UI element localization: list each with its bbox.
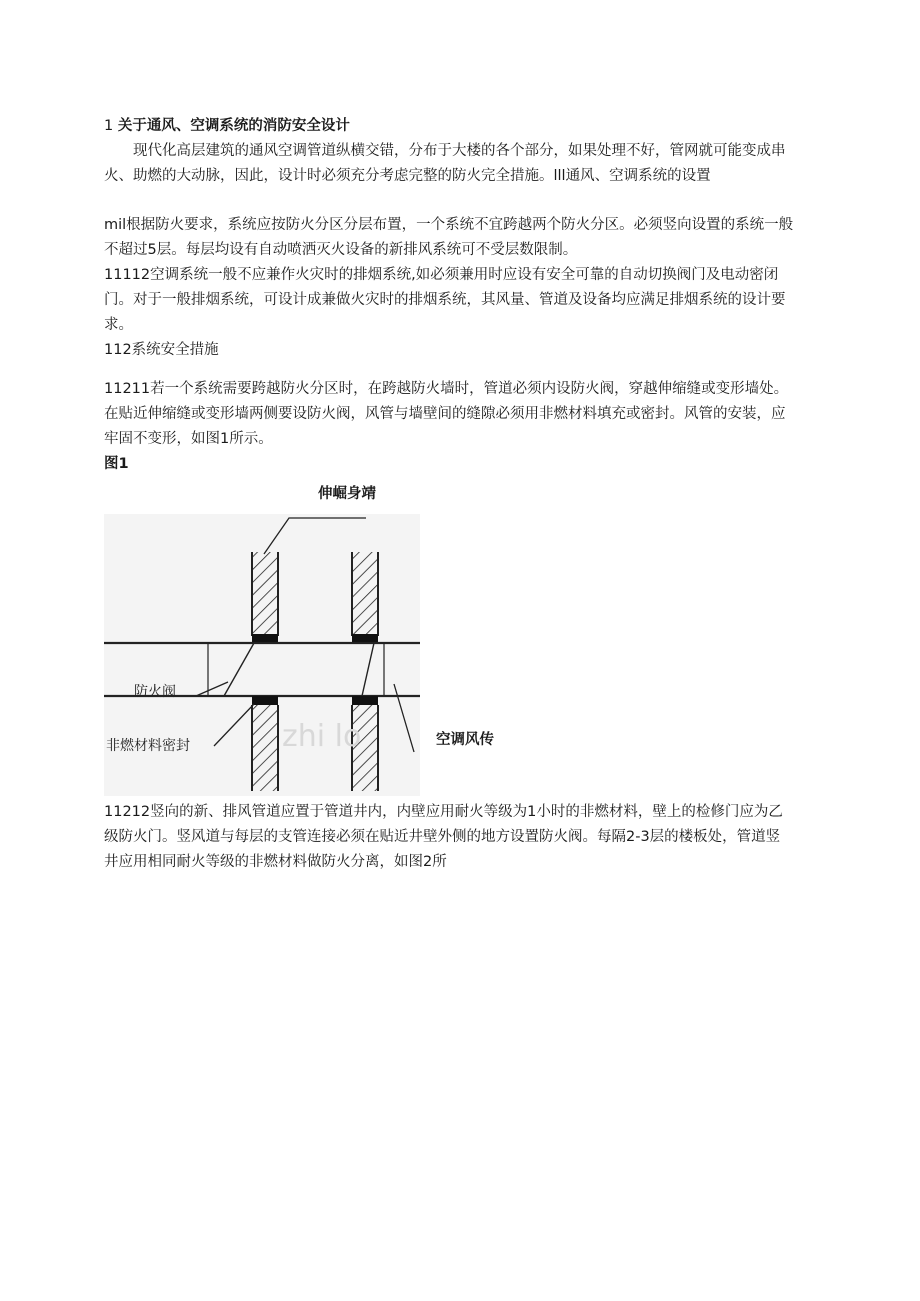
section-heading: [104, 114, 350, 139]
seal-block-upper-left: [252, 634, 278, 643]
figure-side-label: 空调风传: [436, 732, 494, 748]
figure-label: 图1: [104, 456, 129, 472]
seal-block-lower-left: [252, 696, 278, 705]
left-wall-lower: [252, 705, 278, 791]
callout-seal: 非燃材料密封: [106, 738, 190, 754]
watermark: zhi lo: [282, 719, 362, 754]
callout-damper: 防火阀: [134, 684, 176, 700]
right-wall-upper: [352, 552, 378, 636]
paragraph-2: 11112空调系统一般不应兼作火灾时的排烟系统,如必须兼用时应设有安全可靠的自动切换阀门及电动密闭门。对于一般排烟系统，可设计成兼做火灾时的排烟系统，其风量、管道及设备均应满足排烟系统的设计要求。: [104, 267, 786, 333]
figure-title: 伸崛身靖: [318, 486, 376, 502]
paragraph-4: 11212竖向的新、排风管道应置于管道井内，内壁应用耐火等级为1小时的非燃材料，壁上的检修门应为乙级防火门。竖风道与每层的支管连接必须在贴近井壁外侧的地方设置防火阀。每隔2-3层的楼板处，管道竖井应用相同耐火等级的非燃材料做防火分离，如图2所: [104, 804, 783, 870]
paragraph-3: 11211若一个系统需要跨越防火分区时，在跨越防火墙时，管道必须内设防火阀，穿越伸缩缝或变形墙处。在贴近伸缩缝或变形墙两侧要设防火阀，风管与墙壁间的缝隙必须用非燃材料填充或密封。风管的安装，应牢固不变形，如图1所示。: [104, 381, 789, 447]
paragraph-1: mil根据防火要求，系统应按防火分区分层布置，一个系统不宜跨越两个防火分区。必须竖向设置的系统一般不超过5层。每层均设有自动喷洒灭火设备的新排风系统可不受层数限制。: [104, 217, 794, 258]
left-wall-upper: [252, 552, 278, 636]
sub-heading: 112系统安全措施: [104, 342, 219, 358]
section-title: 关于通风、空调系统的消防安全设计: [117, 118, 350, 134]
duct-fire-damper-figure: [104, 514, 420, 796]
seal-block-lower-right: [352, 696, 378, 705]
section-number: 1: [104, 118, 114, 134]
seal-block-upper-right: [352, 634, 378, 643]
intro-paragraph: 现代化高层建筑的通风空调管道纵横交错，分布于大楼的各个部分，如果处理不好，管网就可能变成串火、助燃的大动脉，因此，设计时必须充分考虑完整的防火完全措施。lll通风、空调系统的设置: [104, 143, 786, 184]
